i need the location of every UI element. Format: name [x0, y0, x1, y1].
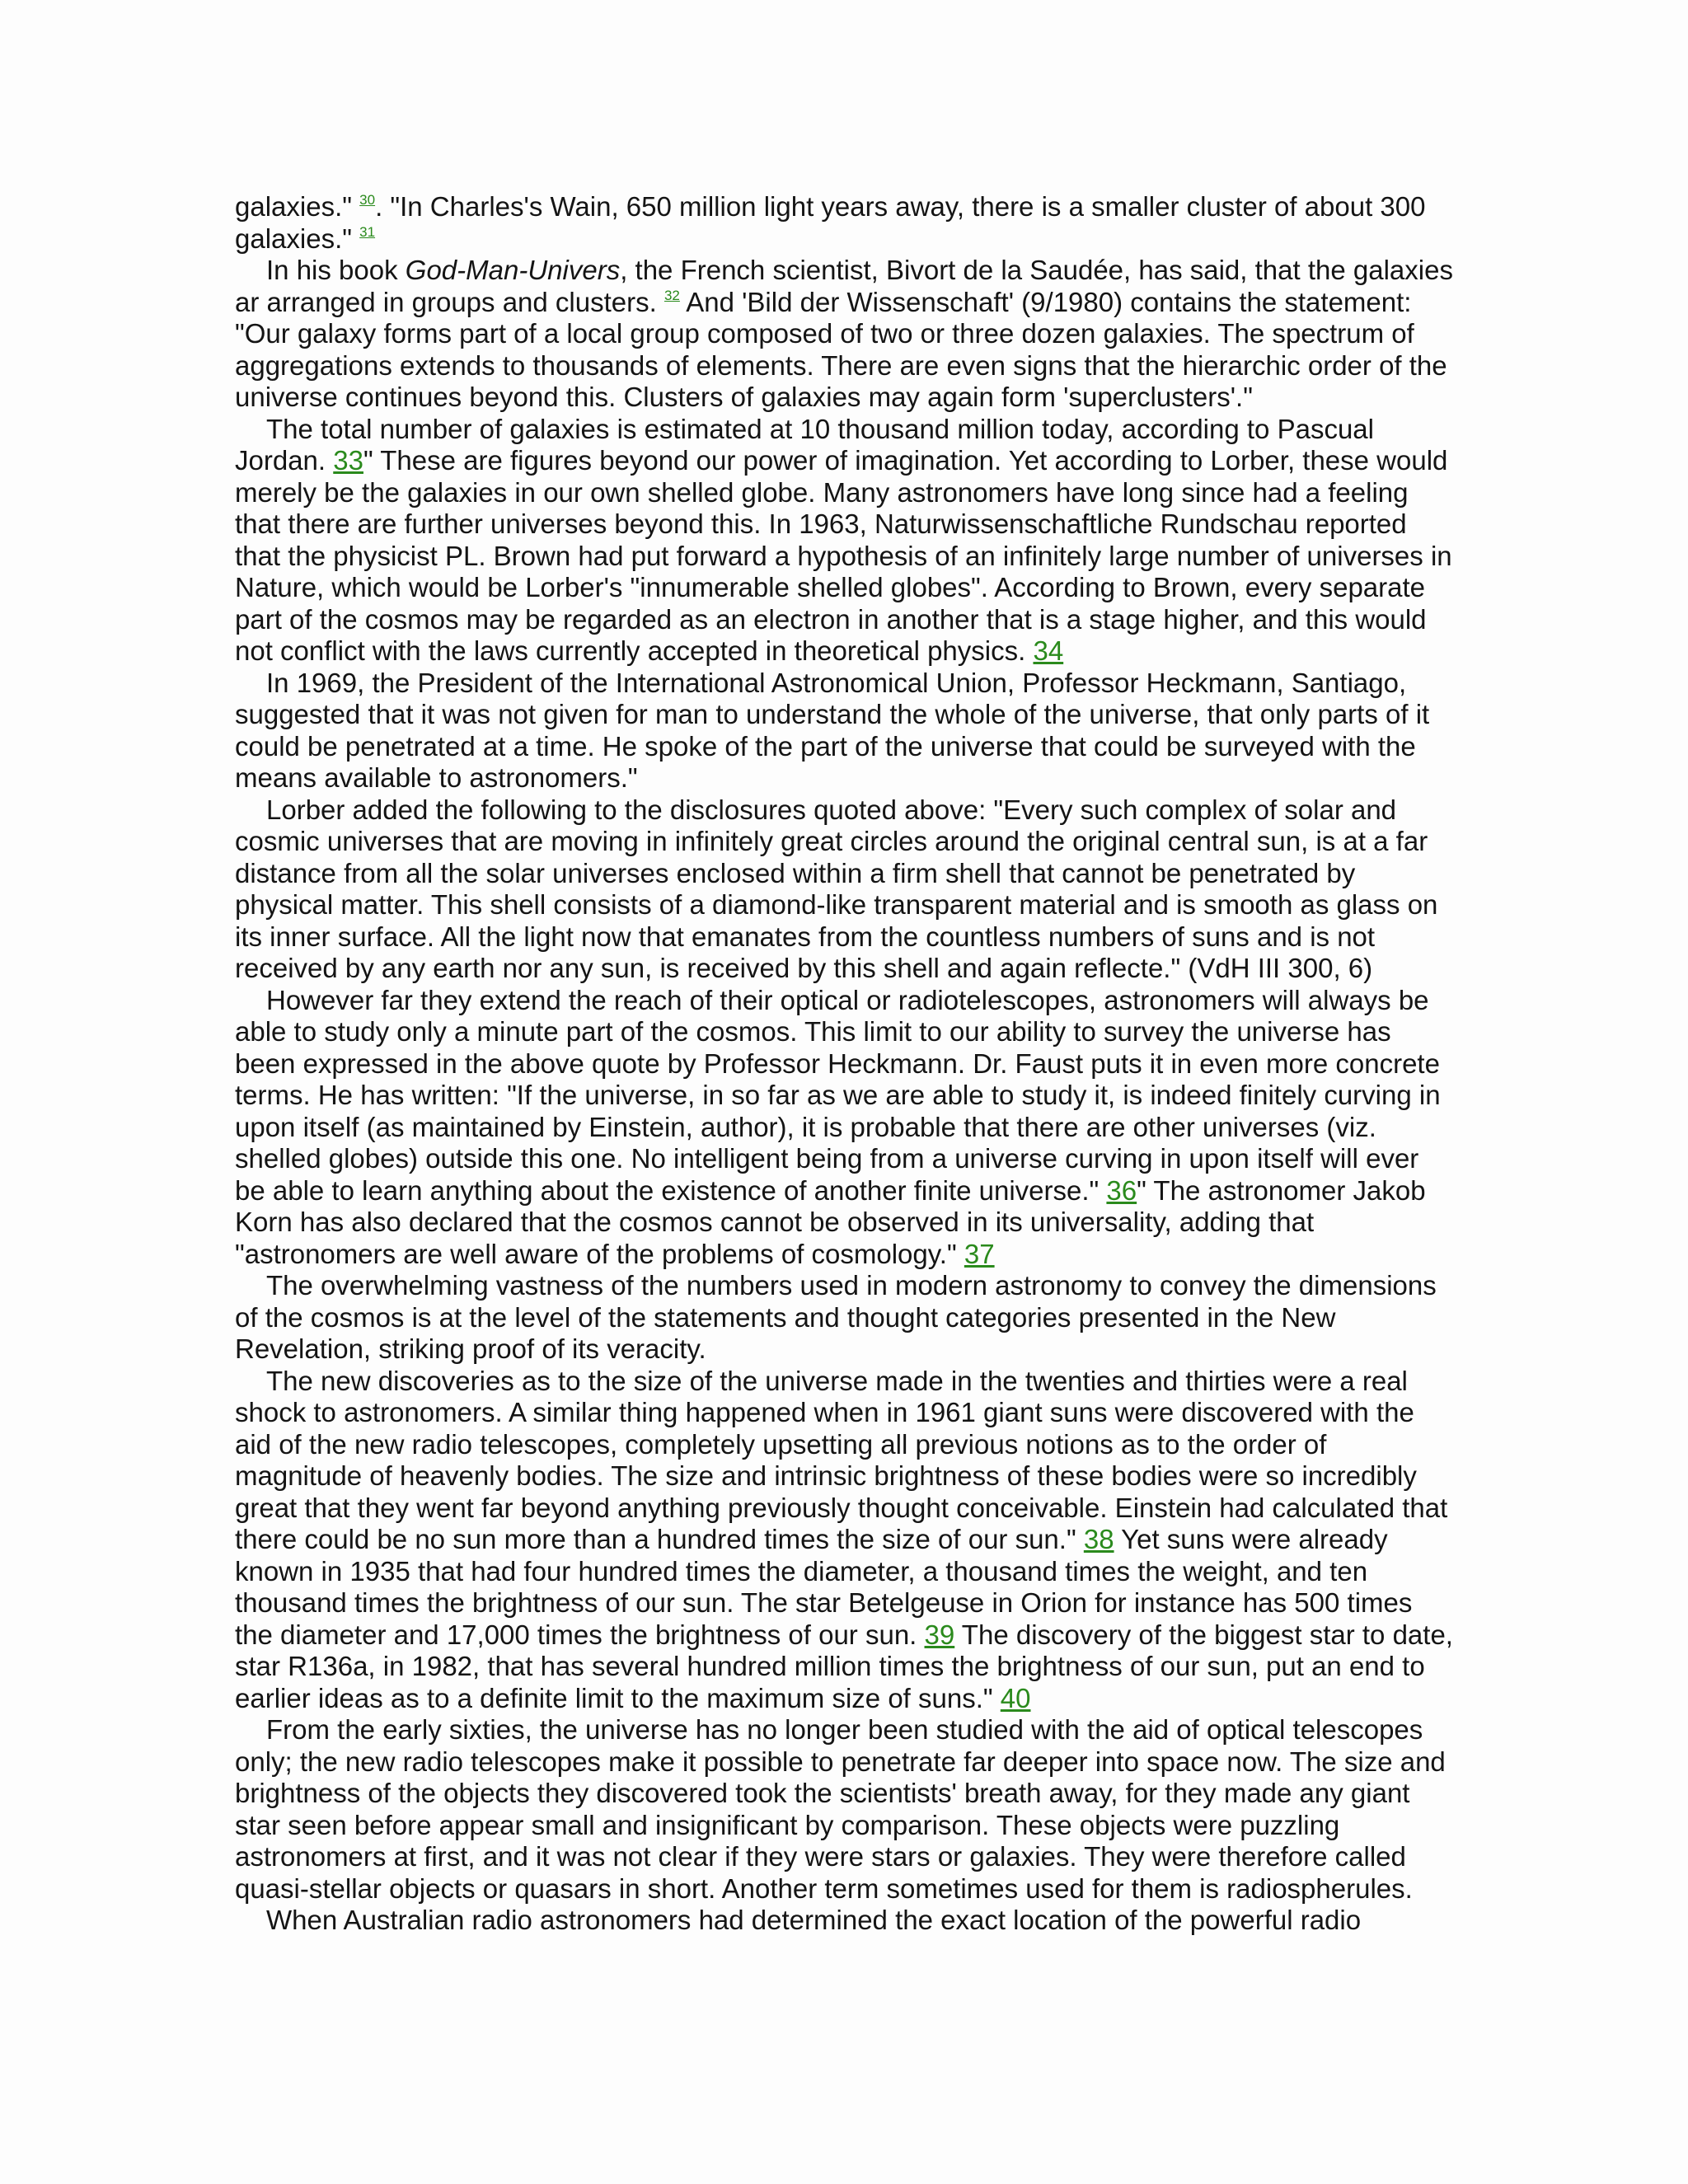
- footnote-link[interactable]: 30: [359, 192, 376, 208]
- text-run: However far they extend the reach of their optical or radiotelescopes, astronomers will always be able to study only a minute part of the cosmos. This limit to our ability to survey the universe has been expressed in the above quote by Professor Heckmann. Dr. Faust puts it in even more concrete terms. He has written: "If the universe, in so far as we are able to study it, is indeed finitely curving in upon itself (as maintained by Einstein, author), it is probable that there are other universes (viz. shelled globes) outside this one. No intelligent being from a universe curving in upon itself will ever be able to learn anything about the existence of another finite universe.": [235, 984, 1441, 1206]
- footnote-link[interactable]: 31: [359, 223, 376, 240]
- text-run: . "In Charles's Wain, 650 million light years away, there is a smaller cluster of about 300 galaxies.": [235, 191, 1426, 254]
- footnote-link[interactable]: 37: [964, 1238, 995, 1269]
- paragraph: [235, 985, 1455, 1271]
- document-page: [235, 191, 1455, 1937]
- footnote-link[interactable]: 33: [333, 445, 363, 476]
- text-run: The new discoveries as to the size of the universe made in the twenties and thirties were a real shock to astronomers. A similar thing happened when in 1961 giant suns were discovered with the aid of the new radio telescopes, completely upsetting all previous notions as to the order of magnitude of heavenly bodies. The size and intrinsic brightness of these bodies were so incredibly great that they went far beyond anything previously thought conceivable. Einstein had calculated that there could be no sun more than a hundred times the size of our sun.": [235, 1365, 1448, 1554]
- paragraph: [235, 1270, 1455, 1366]
- paragraph: [235, 1905, 1455, 1937]
- paragraph: [235, 414, 1455, 668]
- footnote-link[interactable]: 40: [1000, 1682, 1031, 1713]
- text-run: Lorber added the following to the disclosures quoted above: "Every such complex of solar and cosmic universes that are moving in infinitely great circles around the original central sun, is at a far distance from all the solar universes enclosed within a firm shell that cannot be penetrated by physical matter. This shell consists of a diamond-like transparent material and is smooth as glass on its inner surface. All the light now that emanates from the countless numbers of suns and is not received by any earth nor any sun, is received by this shell and again reflecte." (VdH III 300, 6): [235, 794, 1438, 983]
- text-run: And 'Bild der Wissenschaft' (9/1980) contains the statement: "Our galaxy forms part of a local group composed of two or three dozen galaxies. The spectrum of aggregations extends to thousands of elements. There are even signs that the hierarchic order of the universe continues beyond this. Clusters of galaxies may again form 'superclusters'.": [235, 286, 1447, 412]
- text-run: The total number of galaxies is estimated at 10 thousand million today, according to Pascual Jordan.: [235, 413, 1374, 476]
- text-run: " The astronomer Jakob Korn has also declared that the cosmos cannot be observed in its universality, adding that "astronomers are well aware of the problems of cosmology.": [235, 1174, 1426, 1269]
- paragraph: [235, 191, 1455, 255]
- paragraph: [235, 1714, 1455, 1905]
- text-run: In his book: [266, 255, 406, 285]
- text-run: When Australian radio astronomers had determined the exact location of the powerful radio: [266, 1905, 1362, 1935]
- text-run: , the French scientist, Bivort de la Saudée, has said, that the galaxies ar arranged in groups and clusters.: [235, 255, 1453, 317]
- text-run: The overwhelming vastness of the numbers used in modern astronomy to convey the dimensions of the cosmos is at the level of the statements and thought categories presented in the New Revelation, striking proof of its veracity.: [235, 1270, 1437, 1364]
- footnote-link[interactable]: 32: [663, 287, 680, 303]
- footnote-link[interactable]: 36: [1106, 1174, 1137, 1206]
- text-run: Yet suns were already known in 1935 that had four hundred times the diameter, a thousand times the weight, and ten thousand times the brightness of our sun. The star Betelgeuse in Orion for instance has 500 times the diameter and 17,000 times the brightness of our sun.: [235, 1524, 1413, 1650]
- paragraph: [235, 794, 1455, 985]
- text-run: " These are figures beyond our power of imagination. Yet according to Lorber, these would merely be the galaxies in our own shelled globe. Many astronomers have long since had a feeling that there are further universes beyond this. In 1963, Naturwissenschaftliche Rundschau reported that the physicist PL. Brown had put forward a hypothesis of an infinitely large number of universes in Nature, which would be Lorber's "innumerable shelled globes". According to Brown, every separate part of the cosmos may be regarded as an electron in another that is a stage higher, and this would not conflict with the laws currently accepted in theoretical physics.: [235, 445, 1452, 666]
- footnote-link[interactable]: 38: [1083, 1524, 1114, 1554]
- book-title: God-Man-Univers: [405, 255, 621, 285]
- paragraph: [235, 1366, 1455, 1715]
- text-run: In 1969, the President of the International Astronomical Union, Professor Heckmann, Santiago, suggested that it was not given for man to understand the whole of the universe, that only parts of it could be penetrated at a time. He spoke of the part of the universe that could be surveyed with the means available to astronomers.": [235, 667, 1430, 793]
- footnote-link[interactable]: 39: [924, 1619, 955, 1650]
- text-run: galaxies.": [235, 191, 360, 222]
- footnote-link[interactable]: 34: [1033, 635, 1064, 666]
- paragraph: [235, 255, 1455, 414]
- text-run: From the early sixties, the universe has no longer been studied with the aid of optical telescopes only; the new radio telescopes make it possible to penetrate far deeper into space now. The size and brightness of the objects they discovered took the scientists' breath away, for they made any giant star seen before appear small and insignificant by comparison. These objects were puzzling astronomers at first, and it was not clear if they were stars or galaxies. They were therefore called quasi-stellar objects or quasars in short. Another term sometimes used for them is radiospherules.: [235, 1714, 1446, 1904]
- text-run: The discovery of the biggest star to date, star R136a, in 1982, that has several hundred million times the brightness of our sun, put an end to earlier ideas as to a definite limit to the maximum size of suns.": [235, 1619, 1453, 1713]
- paragraph: [235, 668, 1455, 794]
